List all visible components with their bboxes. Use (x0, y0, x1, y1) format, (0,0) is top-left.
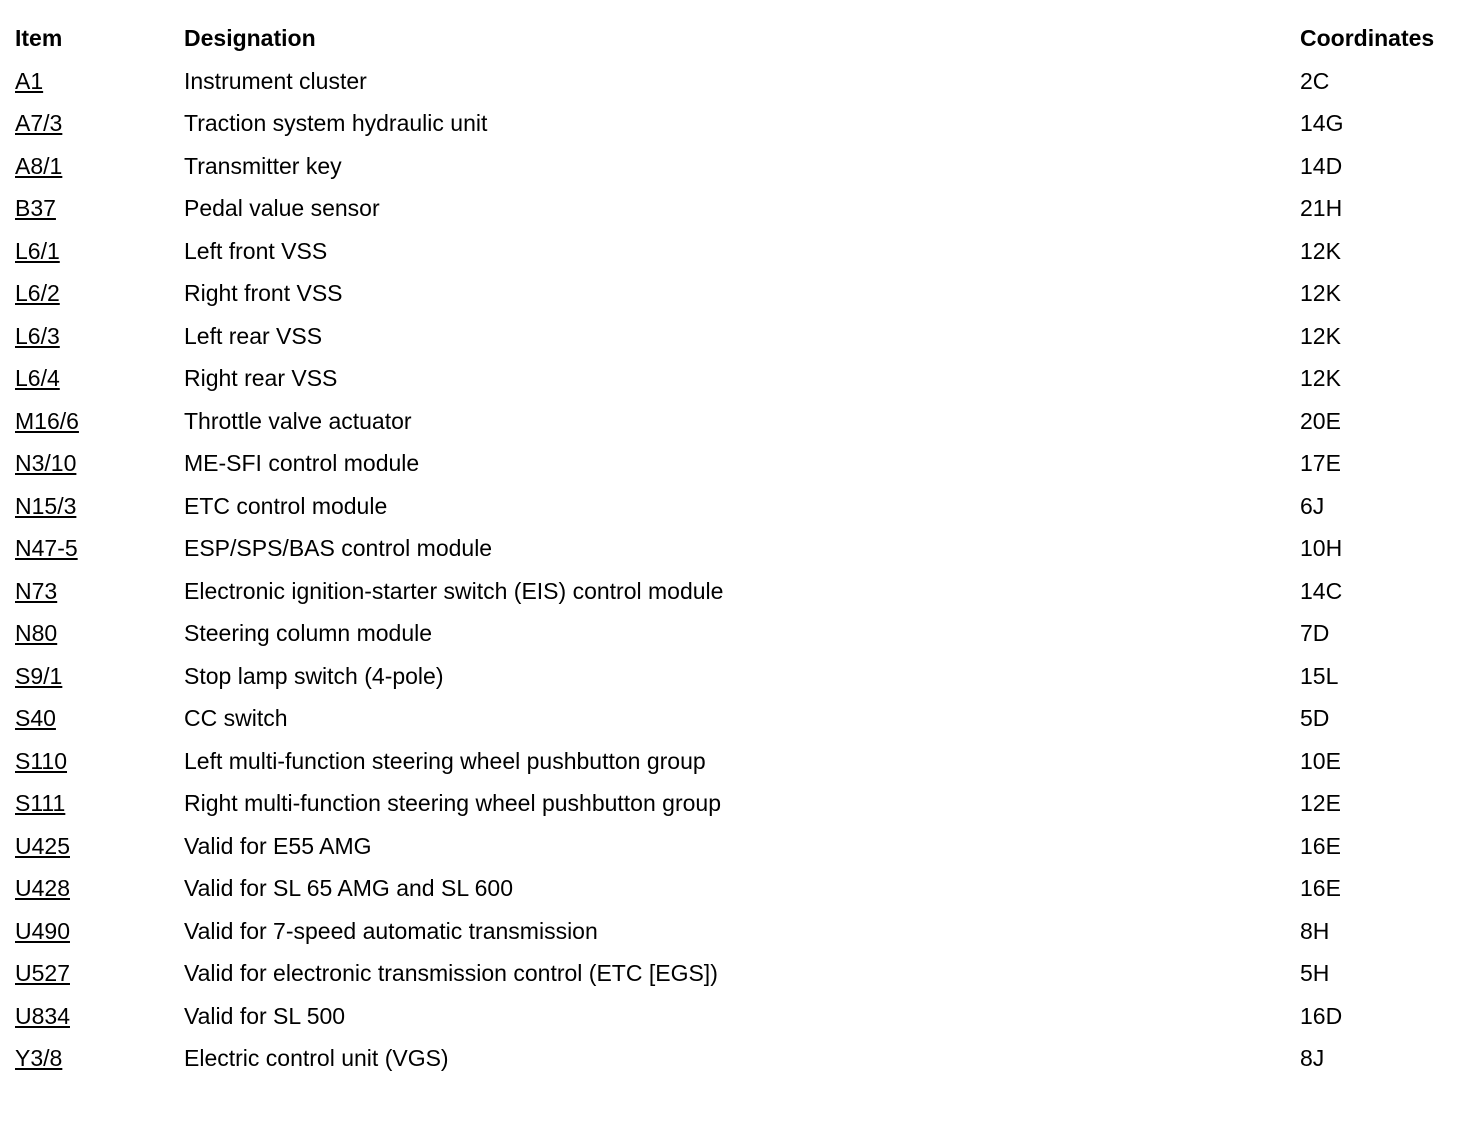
table-row (15, 869, 1455, 912)
designation-cell: Traction system hydraulic unit (184, 110, 488, 136)
designation-cell: Steering column module (184, 620, 433, 646)
designation-cell: Instrument cluster (184, 67, 367, 94)
designation-cell: Electric control unit (VGS) (184, 1045, 449, 1071)
coordinates-cell: 14C (1300, 577, 1343, 604)
table-row (15, 147, 1455, 190)
coordinates-cell: 12K (1300, 365, 1341, 391)
table-row (15, 699, 1455, 742)
item-link[interactable]: N3/10 (15, 450, 77, 476)
table-row (15, 189, 1455, 232)
coordinates-cell: 10H (1300, 535, 1343, 561)
table-row (15, 572, 1455, 615)
item-link[interactable]: M16/6 (15, 407, 79, 434)
designation-cell: ME-SFI control module (184, 450, 420, 476)
designation-cell: Stop lamp switch (4-pole) (184, 662, 444, 689)
table-row (15, 62, 1455, 105)
table-row (15, 827, 1455, 870)
item-link[interactable]: U428 (15, 875, 70, 901)
designation-cell: Left front VSS (184, 237, 328, 264)
table-body (15, 62, 1455, 1082)
table-row (15, 912, 1455, 955)
designation-cell: CC switch (184, 705, 288, 731)
coordinates-cell: 7D (1300, 620, 1330, 646)
header-coordinates: Coordinates (1300, 25, 1435, 51)
item-link[interactable]: A1 (15, 67, 44, 94)
designation-cell: Left multi-function steering wheel pushbutton group (184, 747, 706, 774)
table-row (15, 359, 1455, 402)
header-item: Item (15, 25, 63, 51)
designation-cell: Pedal value sensor (184, 195, 380, 221)
table-row (15, 444, 1455, 487)
designation-cell: Valid for SL 65 AMG and SL 600 (184, 875, 514, 901)
coordinates-cell: 6J (1300, 492, 1325, 519)
item-link[interactable]: N73 (15, 577, 58, 604)
designation-cell: Valid for 7-speed automatic transmission (184, 917, 598, 944)
table-row (15, 274, 1455, 317)
coordinates-cell: 12K (1300, 237, 1341, 264)
coordinates-cell: 16D (1300, 1002, 1343, 1029)
designation-cell: ETC control module (184, 492, 388, 519)
item-link[interactable]: U425 (15, 832, 70, 859)
item-link[interactable]: N80 (15, 620, 58, 646)
table-row (15, 657, 1455, 700)
item-link[interactable]: U490 (15, 917, 70, 944)
coordinates-cell: 17E (1300, 450, 1341, 476)
table-row (15, 1039, 1455, 1082)
designation-cell: Right rear VSS (184, 365, 338, 391)
designation-cell: Throttle valve actuator (184, 407, 412, 434)
table-row (15, 232, 1455, 275)
item-link[interactable]: L6/4 (15, 365, 60, 391)
coordinates-cell: 12K (1300, 322, 1341, 349)
designation-cell: ESP/SPS/BAS control module (184, 535, 493, 561)
item-link[interactable]: N15/3 (15, 492, 77, 519)
table-row (15, 954, 1455, 997)
item-link[interactable]: A8/1 (15, 152, 63, 179)
designation-cell: Right front VSS (184, 280, 343, 306)
designation-cell: Valid for electronic transmission control (ETC [EGS]) (184, 960, 718, 986)
table-row (15, 784, 1455, 827)
table-row (15, 317, 1455, 360)
coordinates-cell: 14D (1300, 152, 1343, 179)
designation-cell: Electronic ignition-starter switch (EIS) control module (184, 577, 724, 604)
component-legend-table (15, 19, 1455, 1082)
designation-cell: Right multi-function steering wheel pushbutton group (184, 790, 721, 816)
coordinates-cell: 15L (1300, 662, 1339, 689)
item-link[interactable]: L6/2 (15, 280, 60, 306)
table-header (15, 19, 1455, 62)
table-row (15, 402, 1455, 445)
table-row (15, 997, 1455, 1040)
coordinates-cell: 5D (1300, 705, 1330, 731)
item-link[interactable]: S40 (15, 705, 56, 731)
coordinates-cell: 12E (1300, 790, 1341, 816)
table-row (15, 742, 1455, 785)
coordinates-cell: 8H (1300, 917, 1330, 944)
item-link[interactable]: S9/1 (15, 662, 63, 689)
designation-cell: Transmitter key (184, 152, 342, 179)
item-link[interactable]: S111 (15, 790, 66, 816)
coordinates-cell: 5H (1300, 960, 1330, 986)
coordinates-cell: 2C (1300, 67, 1330, 94)
item-link[interactable]: U527 (15, 960, 70, 986)
table-row (15, 529, 1455, 572)
item-link[interactable]: L6/3 (15, 322, 60, 349)
item-link[interactable]: U834 (15, 1002, 70, 1029)
designation-cell: Valid for E55 AMG (184, 832, 372, 859)
coordinates-cell: 8J (1300, 1045, 1325, 1071)
coordinates-cell: 21H (1300, 195, 1343, 221)
item-link[interactable]: N47-5 (15, 535, 78, 561)
item-link[interactable]: B37 (15, 195, 56, 221)
designation-cell: Valid for SL 500 (184, 1002, 346, 1029)
coordinates-cell: 10E (1300, 747, 1341, 774)
coordinates-cell: 14G (1300, 110, 1344, 136)
item-link[interactable]: Y3/8 (15, 1045, 63, 1071)
table-row (15, 614, 1455, 657)
coordinates-cell: 12K (1300, 280, 1341, 306)
coordinates-cell: 20E (1300, 407, 1341, 434)
header-designation: Designation (184, 25, 316, 51)
table-row (15, 487, 1455, 530)
coordinates-cell: 16E (1300, 875, 1341, 901)
designation-cell: Left rear VSS (184, 322, 323, 349)
coordinates-cell: 16E (1300, 832, 1341, 859)
item-link[interactable]: A7/3 (15, 110, 63, 136)
item-link[interactable]: S110 (15, 747, 68, 774)
table-row (15, 104, 1455, 147)
item-link[interactable]: L6/1 (15, 237, 60, 264)
